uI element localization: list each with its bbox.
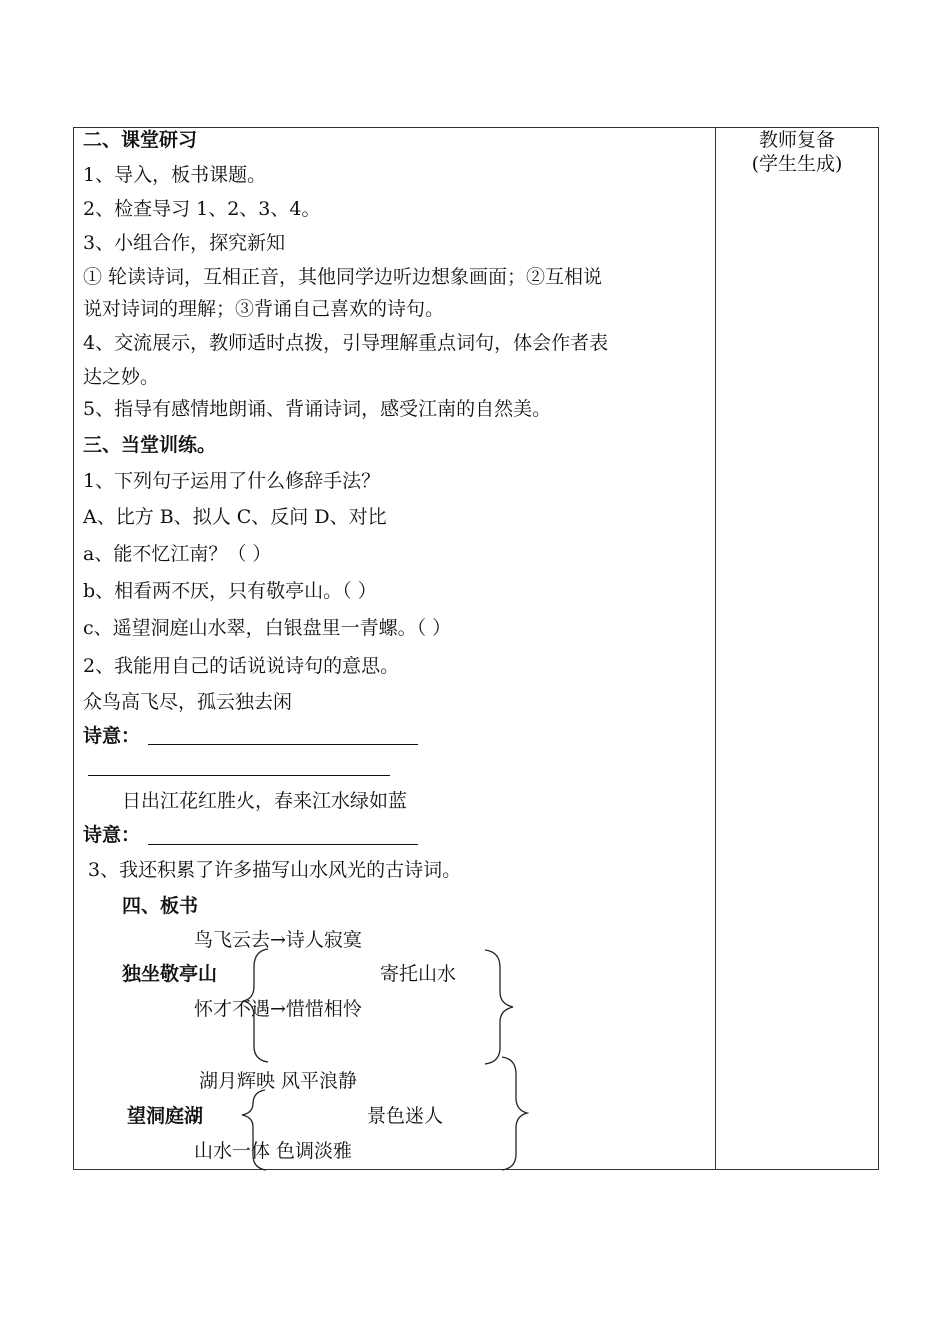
question-3: 3、我还积累了许多描写山水风光的古诗词。 (88, 859, 462, 881)
teacher-notes-header (716, 128, 878, 176)
poem1-summary: 寄托山水 (380, 963, 457, 985)
section2-item: 3、小组合作，探究新知 (83, 232, 286, 254)
answer-line (148, 844, 418, 845)
verse-2: 日出江花红胜火，春来江水绿如蓝 (122, 790, 408, 812)
answer-line (148, 744, 418, 745)
teacher-notes-subtitle: (学生生成) (751, 153, 843, 175)
poem2-line-bottom: 山水一体 色调淡雅 (194, 1140, 353, 1162)
section2-title: 二、课堂研习 (83, 129, 198, 151)
question-1: 1、下列句子运用了什么修辞手法？ (83, 470, 381, 492)
meaning-label-1: 诗意： (83, 725, 141, 747)
section2-item: 2、检查导习 1、2、3、4。 (83, 198, 321, 220)
question-2: 2、我能用自己的话说说诗句的意思。 (83, 655, 400, 677)
verse-1: 众鸟高飞尽，孤云独去闲 (83, 691, 293, 713)
poem1-line-top: 鸟飞云去→诗人寂寞 (194, 929, 362, 951)
poem1-title: 独坐敬亭山 (122, 963, 218, 985)
section2-item: 达之妙。 (83, 366, 160, 388)
question-c: c、遥望洞庭山水翠，白银盘里一青螺。（ ） (83, 617, 452, 639)
meaning-label-2: 诗意： (83, 824, 141, 846)
section2-item: ① 轮读诗词，互相正音，其他同学边听边想象画面；②互相说 (83, 266, 603, 288)
poem2-line-top: 湖月辉映 风平浪静 (199, 1070, 358, 1092)
column-divider (715, 127, 716, 1170)
answer-line (88, 775, 390, 776)
poem2-summary: 景色迷人 (367, 1105, 444, 1127)
section2-item: 4、交流展示，教师适时点拨，引导理解重点词句，体会作者表 (83, 332, 609, 354)
poem1-line-bottom: 怀才不遇→惜惜相怜 (194, 998, 362, 1020)
section3-title: 三、当堂训练。 (83, 434, 217, 456)
section2-item: 说对诗词的理解；③背诵自己喜欢的诗句。 (83, 298, 445, 320)
question-a: a、能不忆江南？（ ） (83, 543, 272, 565)
teacher-notes-title: 教师复备 (758, 129, 835, 151)
answer-options: A、比方 B、拟人 C、反问 D、对比 (83, 506, 387, 528)
question-b: b、相看两不厌，只有敬亭山。（ ） (83, 580, 377, 602)
section2-item: 5、指导有感情地朗诵、背诵诗词，感受江南的自然美。 (83, 398, 552, 420)
section4-title: 四、板书 (122, 895, 199, 917)
poem2-title: 望洞庭湖 (127, 1105, 204, 1127)
section2-item: 1、导入，板书课题。 (83, 164, 267, 186)
